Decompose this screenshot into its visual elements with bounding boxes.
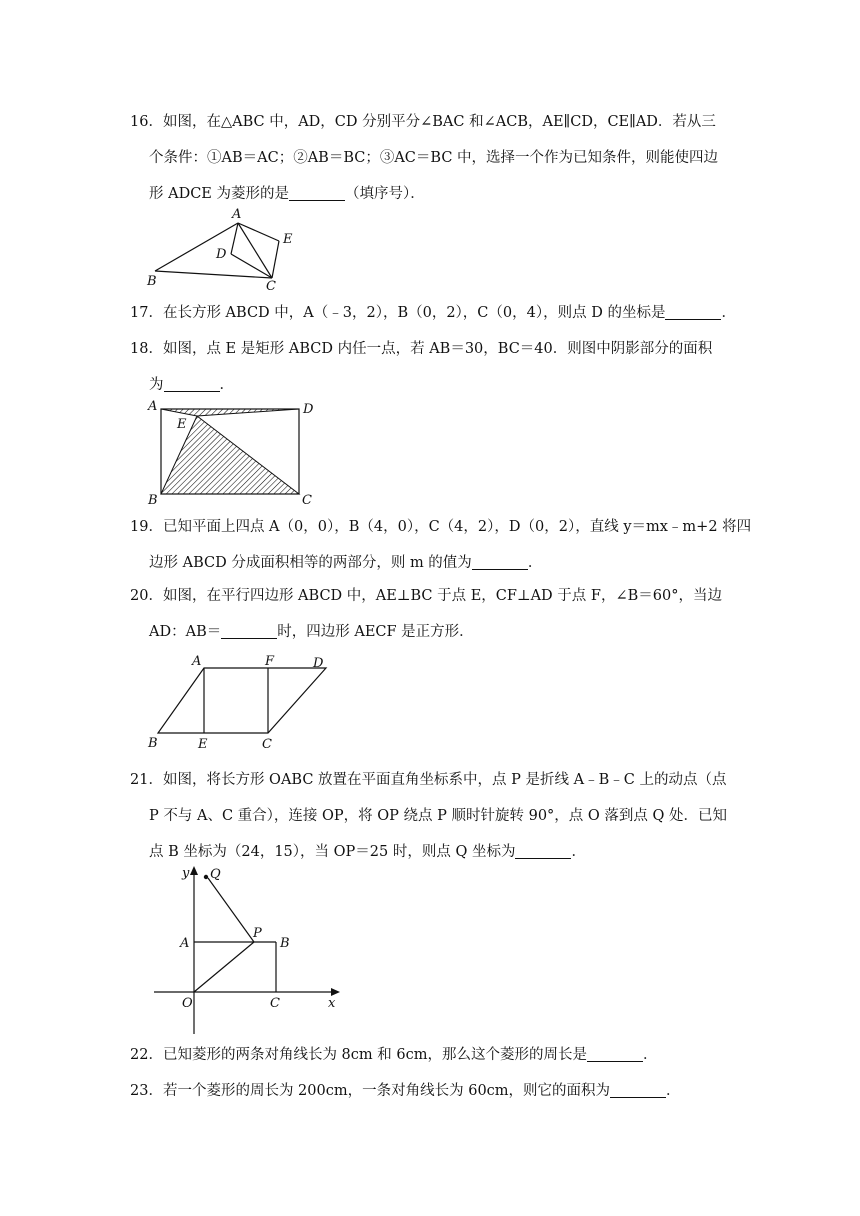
q18-line-2-text: 为 [149, 377, 164, 393]
answer-blank[interactable] [472, 551, 528, 570]
q18-line-2-tail: ． [219, 377, 234, 393]
q19-line-2-tail: ． [527, 555, 543, 571]
answer-blank[interactable] [289, 182, 345, 201]
q18-label-c: C [302, 493, 312, 508]
q19-line-2 [130, 545, 730, 581]
q19-line-2-text: 边形 ABCD 分成面积相等的两部分，则 m 的值为 [149, 555, 472, 571]
q17-tail: ． [721, 305, 736, 321]
answer-blank[interactable] [610, 1079, 666, 1098]
q16-label-a: A [232, 207, 242, 222]
q20-label-e: E [198, 737, 208, 752]
q22-text: 22．已知菱形的两条对角线长为 8cm 和 6cm，那么这个菱形的周长是 [130, 1047, 587, 1063]
answer-blank[interactable] [515, 840, 571, 859]
q22-tail: ． [642, 1047, 658, 1063]
q21-line-3-text: 点 B 坐标为（24，15），当 OP＝25 时，则点 Q 坐标为 [149, 844, 516, 860]
q16-line-2: 个条件：①AB＝AC；②AB＝BC；③AC＝BC 中，选择一个作为已知条件，则能使四边 [149, 150, 719, 166]
q21-coordinate-figure [150, 862, 350, 1037]
q20-label-a: A [192, 654, 202, 669]
q16-label-e: E [283, 232, 293, 247]
q21-label-q: Q [210, 867, 221, 882]
q20-label-c: C [262, 737, 272, 752]
q23-line [130, 1073, 730, 1109]
q21-label-p: P [253, 926, 262, 941]
q16-label-d: D [216, 247, 227, 262]
q16-triangle-figure [145, 206, 305, 294]
q21-label-a: A [180, 936, 190, 951]
q23-text: 23．若一个菱形的周长为 200cm，一条对角线长为 60cm，则它的面积为 [130, 1083, 611, 1099]
q18-label-a: A [148, 399, 158, 414]
q18-label-d: D [303, 402, 314, 417]
q20-label-f: F [265, 654, 275, 669]
question-21 [130, 762, 730, 870]
q21-label-y: y [182, 866, 190, 881]
q20-label-d: D [313, 656, 324, 671]
q20-parallelogram-figure [140, 650, 340, 755]
q21-label-c: C [270, 996, 280, 1011]
q17-line [130, 295, 736, 331]
q21-label-x: x [328, 996, 336, 1011]
q19-line-1: 19．已知平面上四点 A（0，0），B（4，0），C（4，2），D（0，2），直线 y＝mx﹣m+2 将四 [130, 519, 752, 535]
q20-line-2-tail: 时，四边形 AECF 是正方形． [277, 624, 474, 640]
q21-line-1: 21．如图，将长方形 OABC 放置在平面直角坐标系中，点 P 是折线 A﹣B﹣C 上的动点（点 [130, 772, 727, 788]
question-22 [130, 1037, 730, 1073]
answer-blank[interactable] [587, 1043, 643, 1062]
question-19 [130, 509, 752, 581]
q18-label-e: E [177, 417, 187, 432]
question-23 [130, 1073, 730, 1109]
q21-line-2: P 不与 A、C 重合），连接 OP，将 OP 绕点 P 顺时针旋转 90°，点 O 落到点 Q 处．已知 [149, 808, 728, 824]
q18-label-b: B [148, 493, 158, 508]
answer-blank[interactable] [164, 373, 220, 392]
q16-line-3-text: 形 ADCE 为菱形的是 [149, 186, 289, 202]
q21-line-3-tail: ． [571, 844, 586, 860]
q16-line-1: 16．如图，在△ABC 中，AD，CD 分别平分∠BAC 和∠ACB，AE∥CD，CE∥AD．若从三 [130, 114, 716, 130]
q20-line-2-text: AD：AB＝ [149, 624, 222, 640]
q22-line [130, 1037, 730, 1073]
q20-line-1: 20．如图，在平行四边形 ABCD 中，AE⊥BC 于点 E，CF⊥AD 于点 F，∠B＝60°，当边 [130, 588, 722, 604]
q18-rectangle-figure [145, 396, 325, 506]
question-16 [130, 104, 730, 212]
answer-blank[interactable] [665, 301, 721, 320]
q21-label-b: B [280, 936, 290, 951]
answer-blank[interactable] [221, 620, 277, 639]
question-20 [130, 578, 730, 650]
question-17 [130, 295, 736, 331]
q16-label-c: C [266, 279, 276, 294]
q16-label-b: B [147, 274, 157, 289]
q17-text: 17．在长方形 ABCD 中，A（﹣3，2），B（0，2），C（0，4），则点 D 的坐标是 [130, 305, 666, 321]
q16-line-3-tail: （填序号）． [345, 186, 425, 202]
question-18 [130, 331, 730, 403]
q20-line-2 [130, 614, 730, 650]
q23-tail: ． [666, 1083, 681, 1099]
q18-line-1: 18．如图，点 E 是矩形 ABCD 内任一点，若 AB＝30，BC＝40．则图中阴影部分的面积 [130, 341, 713, 357]
q20-label-b: B [148, 736, 158, 751]
q21-label-o: O [182, 996, 193, 1011]
